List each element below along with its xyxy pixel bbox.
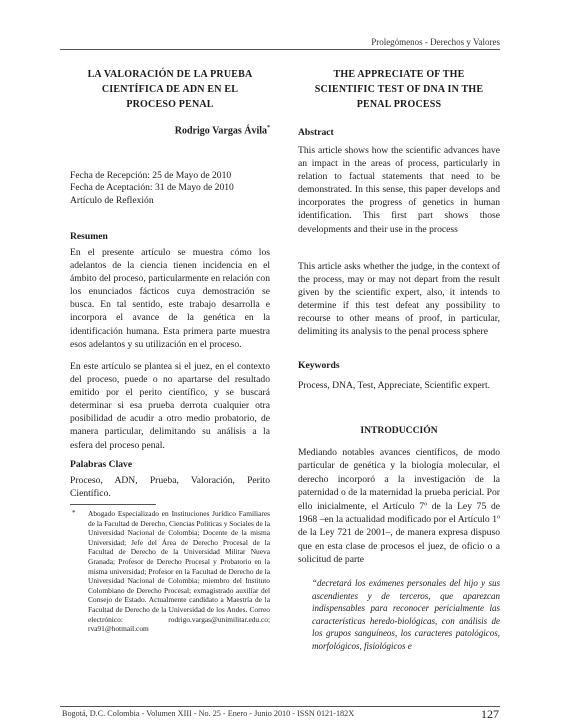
author-name bbox=[175, 125, 270, 136]
spanish-title-line: LA VALORACIÓN DE LA PRUEBA bbox=[87, 69, 253, 80]
spanish-title-line: CIENTÍFICA DE ADN EN EL bbox=[101, 84, 239, 95]
author-name-text: Rodrigo Vargas Ávila bbox=[174, 125, 267, 137]
abstract-heading: Abstract bbox=[298, 127, 334, 138]
abstract-paragraph-1: This article shows how the scientific advances have an impact in the areas of process, particularly in relation to factual statements that need to be demonstrated. In this sense, this paper develops and incorporates the progress of genetics in human identification. This first part shows those developments and their use in the process bbox=[298, 145, 500, 235]
abstract-paragraph-2: This article asks whether the judge, in the context of the process, may or may not depart from the result given by the scientific expert, also, it intends to determine if this test defeat any possibility to recourse to other means of proof, in particular, delimiting its analysis to the penal process sphere bbox=[298, 261, 500, 338]
keywords-heading: Keywords bbox=[298, 360, 340, 371]
footnote-mark: * bbox=[72, 509, 76, 517]
palabras-clave-heading: Palabras Clave bbox=[70, 459, 133, 470]
english-title-line: SCIENTIFIC TEST OF DNA IN THE bbox=[314, 84, 484, 95]
spanish-title-line: PROCESO PENAL bbox=[126, 99, 214, 110]
resumen-paragraph-1: En el presente artículo se muestra cómo los adelantos de la ciencia tienen incidencia en el ámbito del proceso, particularmente en relación con los enunciados fácticos cuya demostración se busca. En tal sentido, este trabajo desarrolla e incorpora el avance de la genética en la identificación humana. Esta primera parte muestra esos adelantos y su utilización en el proceso. bbox=[70, 247, 270, 350]
article-type: Artículo de Reflexión bbox=[70, 194, 154, 206]
english-title-line: THE APPRECIATE OF THE bbox=[333, 69, 465, 80]
author-footnote-mark: * bbox=[267, 125, 270, 131]
keywords-text: Process, DNA, Test, Appreciate, Scientific expert. bbox=[298, 380, 491, 391]
article-dates bbox=[70, 170, 270, 207]
legal-quote: “decretará los exámenes personales del hijo y sus ascendientes y de terceros, que aparezcan indispensables para reconocer pericialmente las características heredo-biológicas, con análisis de los grupos sanguíneos, los caracteres patológicos, morfológicos, fisiológicos e bbox=[312, 578, 500, 651]
author-footnote: Abogado Especializado en Instituciones Jurídico Familiares de la Facultad de Derecho, Ciencias Políticas y Sociales de la Universidad Nacional de Colombia; Docente de la misma Universidad; Jefe del Área de Derecho Procesal de la Facultad de Derecho de la Universidad Militar Nueva Granada; Profesor de Derecho Procesal y Probatorio en la misma universidad; Profesor en la Facultad de Derecho de la Universidad Nacional de Colombia; miembro del Instituto Colombiano de Derecho Procesal; exmagistrado auxiliar del Consejo de Estado. Actualmente candidato a Maestría de la Facultad de Derecho de la Universidad de los Andes. Correo electrónico: rodrigo.vargas@unimilitar.edu.co; rva91@hotmail.com bbox=[88, 509, 270, 634]
running-head: Prolegómenos - Derechos y Valores bbox=[371, 37, 500, 47]
english-title bbox=[298, 67, 500, 112]
spanish-title bbox=[70, 67, 270, 112]
palabras-clave-text: Proceso, ADN, Prueba, Valoración, Perito Científico. bbox=[70, 475, 270, 500]
introduccion-heading: INTRODUCCIÓN bbox=[360, 425, 438, 436]
accepted-date: Fecha de Aceptación: 31 de Mayo de 2010 bbox=[70, 182, 234, 194]
resumen-paragraph-2: En este artículo se plantea si el juez, en el contexto del proceso, puede o no apartarse del resultado emitido por el perito científico, y se buscará determinar si esa prueba derrota cualquier otra posibilidad de acudir a otro medio probatorio, de manera particular, delimitando su análisis a la esfera del proceso penal. bbox=[70, 361, 270, 451]
introduccion-paragraph: Mediando notables avances científicos, de modo particular de genética y la biología molecular, el derecho incorporó a la investigación de la paternidad o de la maternidad la prueba pericial. Por ello inicialmente, el Artículo 7º de la Ley 75 de 1968 –en la actualidad modificado por el Artículo 1º de la Ley 721 de 2001–, de manera expresa dispuso que en esta clase de procesos el juez, de oficio o a solicitud de parte bbox=[298, 447, 500, 566]
footnote-rule bbox=[70, 504, 156, 505]
footer-rule bbox=[60, 706, 500, 707]
journal-citation: Bogotá, D.C. Colombia - Volumen XIII - No. 25 - Enero - Junio 2010 - ISSN 0121-182X bbox=[62, 709, 355, 718]
header-rule bbox=[60, 49, 500, 50]
received-date: Fecha de Recepción: 25 de Mayo de 2010 bbox=[70, 170, 232, 181]
english-title-line: PENAL PROCESS bbox=[356, 99, 442, 110]
resumen-heading: Resumen bbox=[70, 231, 108, 242]
page-number: 127 bbox=[481, 707, 499, 721]
